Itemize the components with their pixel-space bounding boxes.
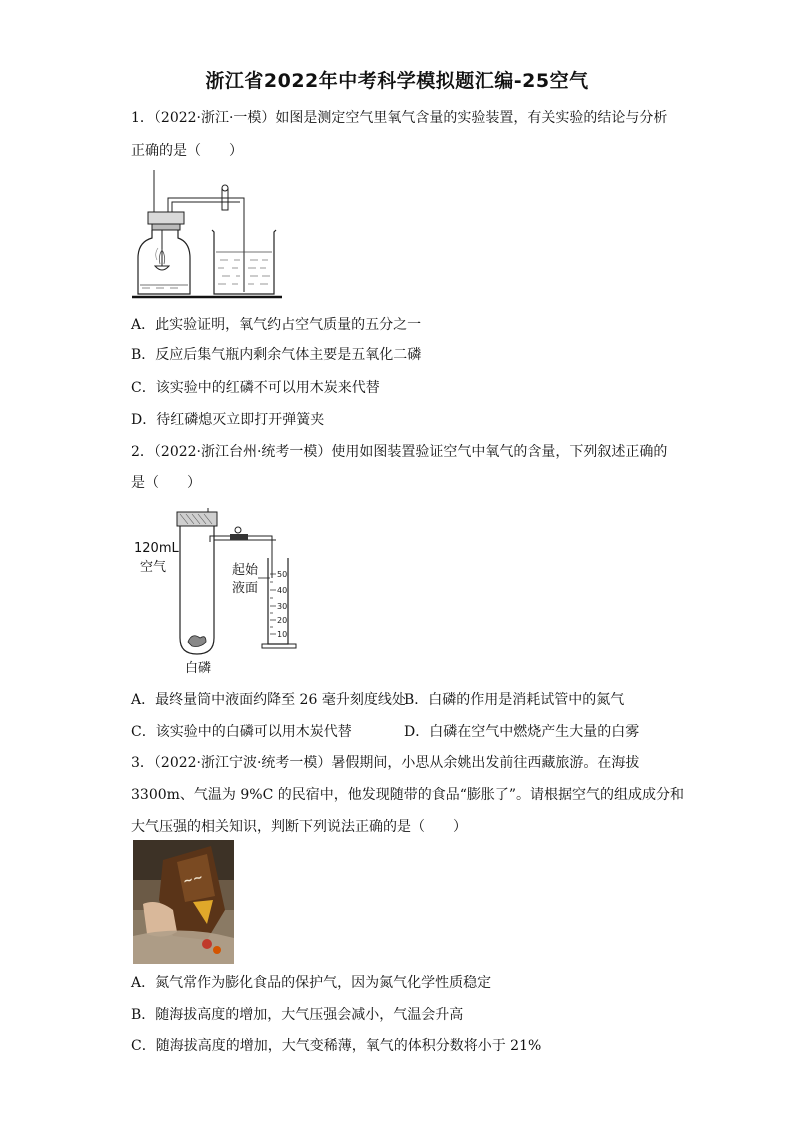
volume-label: 120mL xyxy=(134,541,179,556)
inflated-snack-bag-photo xyxy=(133,840,234,964)
q2-stem-line2: 是（ ） xyxy=(131,475,201,491)
q3-option-b: B．随海拔高度的增加，大气压强会减小，气温会升高 xyxy=(131,1007,464,1023)
q1-option-b: B．反应后集气瓶内剩余气体主要是五氧化二磷 xyxy=(131,347,422,363)
q1-option-d: D．待红磷熄灭立即打开弹簧夹 xyxy=(131,412,325,428)
page-title: 浙江省2022年中考科学模拟题汇编-25空气 xyxy=(205,70,589,92)
svg-text:~~: ~~ xyxy=(181,869,205,889)
q1-stem-line1: 1．（2022·浙江·一模）如图是测定空气里氧气含量的实验装置，有关实验的结论与分析 xyxy=(131,110,668,126)
scale-label-10: 10 xyxy=(277,630,288,639)
air-label: 空气 xyxy=(140,560,167,575)
start-label-line1: 起始 xyxy=(232,563,259,578)
q2-option-a: A．最终量筒中液面约降至 26 毫升刻度线处 xyxy=(131,692,406,708)
q3-option-a: A．氮气常作为膨化食品的保护气，因为氮气化学性质稳定 xyxy=(131,975,492,991)
q3-stem-line2: 3300m、气温为 9%C 的民宿中，他发现随带的食品“膨胀了”。请根据空气的组成成分和 xyxy=(131,787,685,803)
scale-label-40: 40 xyxy=(277,586,288,595)
q3-stem-line1: 3．（2022·浙江宁波·统考一模）暑假期间，小思从余姚出发前往西藏旅游。在海拔 xyxy=(131,755,640,771)
phosphorus-label: 白磷 xyxy=(185,661,212,676)
q2-option-d: D．白磷在空气中燃烧产生大量的白雾 xyxy=(404,724,640,740)
scale-label-20: 20 xyxy=(277,616,288,625)
q2-option-b: B．白磷的作用是消耗试管中的氮气 xyxy=(404,692,625,708)
scale-label-50: 50 xyxy=(277,570,288,579)
q2-stem-line1: 2．（2022·浙江台州·统考一模）使用如图装置验证空气中氧气的含量，下列叙述正确的 xyxy=(131,444,668,460)
q2-option-c: C．该实验中的白磷可以用木炭代替 xyxy=(131,724,352,740)
scale-label-30: 30 xyxy=(277,602,288,611)
q1-option-a: A．此实验证明，氧气约占空气质量的五分之一 xyxy=(131,317,422,333)
q3-option-c: C．随海拔高度的增加，大气变稀薄，氧气的体积分数将小于 21% xyxy=(131,1038,542,1054)
q2-apparatus-figure xyxy=(130,508,310,680)
q1-stem-line2: 正确的是（ ） xyxy=(131,143,243,159)
start-label-line2: 液面 xyxy=(232,581,259,596)
q3-stem-line3: 大气压强的相关知识，判断下列说法正确的是（ ） xyxy=(131,819,467,835)
q1-apparatus-figure xyxy=(132,168,284,300)
q1-option-c: C．该实验中的红磷不可以用木炭来代替 xyxy=(131,380,380,396)
